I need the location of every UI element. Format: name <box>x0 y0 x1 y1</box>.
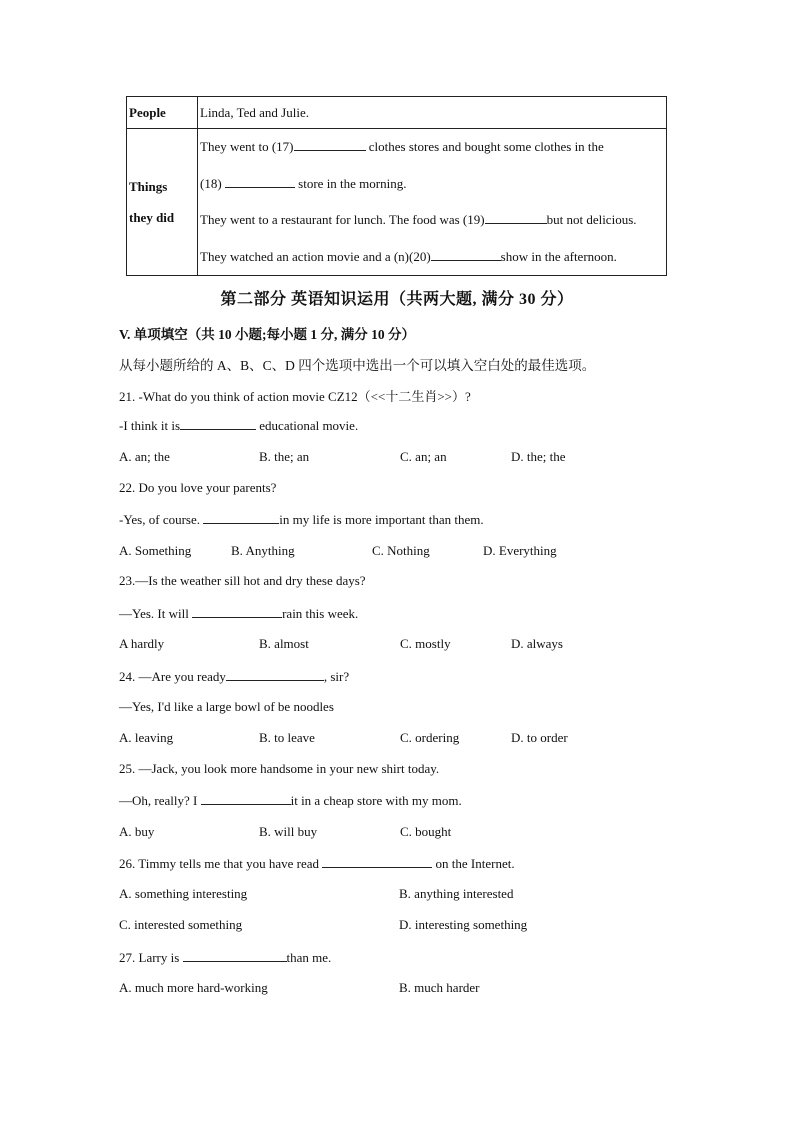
things-line-4: They watched an action movie and a (n)(20) show in the afternoon. <box>200 248 617 264</box>
things-line-2: (18) store in the morning. <box>200 175 407 191</box>
q23-option-a[interactable]: A hardly <box>119 636 165 651</box>
q23-stem: 23.—Is the weather sill hot and dry these days? <box>119 573 366 588</box>
q24-option-c[interactable]: C. ordering <box>400 730 460 745</box>
q22-option-c[interactable]: C. Nothing <box>372 543 430 558</box>
q27-blank[interactable] <box>183 949 287 962</box>
q21-reply: -I think it is educational movie. <box>119 418 359 433</box>
blank-17[interactable] <box>294 138 366 151</box>
q27-stem: 27. Larry is than me. <box>119 950 332 965</box>
q27-option-a[interactable]: A. much more hard-working <box>119 980 268 995</box>
things-value <box>198 129 667 276</box>
q26-option-a[interactable]: A. something interesting <box>119 886 248 901</box>
blank-20[interactable] <box>431 248 501 261</box>
q21-blank[interactable] <box>180 417 256 430</box>
q22-option-d[interactable]: D. Everything <box>483 543 557 558</box>
q21-stem: 21. -What do you think of action movie CZ12（<<十二生肖>>）? <box>119 389 471 404</box>
q23-blank[interactable] <box>192 605 282 618</box>
q25-option-b[interactable]: B. will buy <box>259 824 318 839</box>
instruction: 从每小题所给的 A、B、C、D 四个选项中选出一个可以填入空白处的最佳选项。 <box>119 358 596 373</box>
q24-option-b[interactable]: B. to leave <box>259 730 315 745</box>
blank-18[interactable] <box>225 175 295 188</box>
q24-blank[interactable] <box>226 668 324 681</box>
summary-table <box>126 96 667 276</box>
q26-stem: 26. Timmy tells me that you have read on the Internet. <box>119 856 515 871</box>
sub-title: V. 单项填空（共 10 小题;每小题 1 分, 满分 10 分） <box>119 327 416 342</box>
things-line-3: They went to a restaurant for lunch. The food was (19) but not delicious. <box>200 212 637 227</box>
q22-option-a[interactable]: A. Something <box>119 543 192 558</box>
q21-option-b[interactable]: B. the; an <box>259 449 310 464</box>
q22-blank[interactable] <box>203 511 279 524</box>
things-label-line2: they did <box>129 210 175 225</box>
q22-stem: 22. Do you love your parents? <box>119 480 277 495</box>
q25-option-a[interactable]: A. buy <box>119 824 155 839</box>
q24-reply: —Yes, I'd like a large bowl of be noodles <box>119 699 334 714</box>
people-value: Linda, Ted and Julie. <box>198 97 667 129</box>
q25-stem: 25. —Jack, you look more handsome in your new shirt today. <box>119 761 440 776</box>
table-row-things <box>127 129 667 276</box>
q25-blank[interactable] <box>201 792 291 805</box>
q22-reply: -Yes, of course. in my life is more important than them. <box>119 512 484 527</box>
things-label-line1: Things <box>129 179 168 194</box>
q24-stem: 24. —Are you ready , sir? <box>119 669 350 684</box>
section-title: 第二部分 英语知识运用（共两大题, 满分 30 分） <box>220 291 574 308</box>
q26-blank[interactable] <box>322 855 432 868</box>
q21-option-c[interactable]: C. an; an <box>400 449 447 464</box>
q26-option-c[interactable]: C. interested something <box>119 917 243 932</box>
q25-reply: —Oh, really? I it in a cheap store with my mom. <box>119 793 462 808</box>
q23-option-d[interactable]: D. always <box>511 636 563 651</box>
q26-option-b[interactable]: B. anything interested <box>399 886 514 901</box>
people-label: People <box>127 97 198 129</box>
table-row-people <box>127 97 667 129</box>
q23-reply: —Yes. It will rain this week. <box>119 606 359 621</box>
q26-option-d[interactable]: D. interesting something <box>399 917 528 932</box>
things-line-1: They went to (17) clothes stores and bought some clothes in the <box>200 139 604 154</box>
blank-19[interactable] <box>485 211 547 224</box>
q23-option-b[interactable]: B. almost <box>259 636 309 651</box>
q24-option-d[interactable]: D. to order <box>511 730 568 745</box>
q27-option-b[interactable]: B. much harder <box>399 980 480 995</box>
things-label <box>127 129 198 276</box>
q21-option-d[interactable]: D. the; the <box>511 449 566 464</box>
q23-option-c[interactable]: C. mostly <box>400 636 451 651</box>
q21-option-a[interactable]: A. an; the <box>119 449 170 464</box>
q25-option-c[interactable]: C. bought <box>400 824 452 839</box>
q24-option-a[interactable]: A. leaving <box>119 730 174 745</box>
q22-option-b[interactable]: B. Anything <box>231 543 295 558</box>
